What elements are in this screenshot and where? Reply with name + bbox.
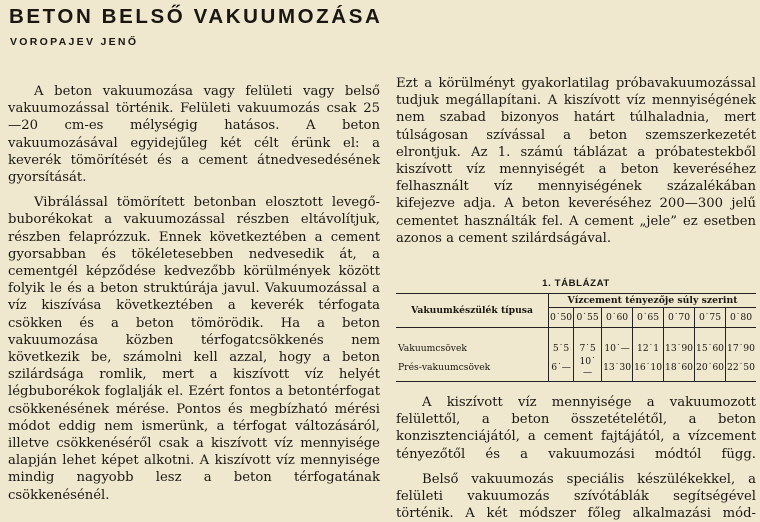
table-cell-type: Prés-vakuumcsövek xyxy=(396,355,549,382)
table-cell: 22˙50 xyxy=(726,355,756,382)
paragraph: A beton vakuumozása vagy felületi vagy belső vakuumozással történik. Felületi vakuumozás csak 25—20 cm-es mélységig hatásos. A beton vakuumozásával egyidejűleg két célt érünk el: a keverék tömörítését és a cement átnedvesedésének gyorsítását. xyxy=(8,84,380,186)
table-cell: 10˙— xyxy=(602,328,633,356)
table-header-ratio: 0˙60 xyxy=(602,308,633,328)
table-cell: 5˙5 xyxy=(549,328,574,356)
article-title: BETON BELSŐ VAKUUMOZÁSA xyxy=(9,5,383,28)
table-cell: 7˙5 xyxy=(574,328,602,356)
table-cell: 16˙10 xyxy=(633,355,664,382)
table-header-ratio: 0˙80 xyxy=(726,308,756,328)
table-row xyxy=(396,328,756,356)
table-header-ratio: 0˙70 xyxy=(664,308,695,328)
right-column-bottom xyxy=(396,394,756,522)
table-cell: 17˙90 xyxy=(727,343,755,354)
paragraph: A kiszívott víz mennyisége a vakuumozott felülettől, a beton összetételétől, a beton konzisztenciájától, a cement fajtájától, a vízcement tényezőtől és a vakuumozási módtól függ. xyxy=(396,395,756,462)
table-cell: 15˙60 xyxy=(695,328,726,356)
table-row xyxy=(396,355,756,382)
table-cell: 20˙60 xyxy=(695,355,726,382)
table-header-ratio: 0˙75 xyxy=(695,308,726,328)
table-cell: 13˙90 xyxy=(664,328,695,356)
right-column-top xyxy=(396,75,756,247)
paragraph: Vibrálással tömörített betonban elosztott levegő-buborékokat a vakuumozással részben eltávolítjuk, részben felaprózzuk. Ennek következtében a cement gyorsabban és tökéletesebben nedvesedik át, a cementgél képződése kedvezőbb körülmények között folyik le és a beton struktúrája javul. Vakuumozással a víz kiszívása következtében a keverék térfogata csökken és a beton tömörödik. Ha a beton vakuumozása közben térfogatcsökkenés nem következik be, számolni kell azzal, hogy a beton szilárdsága romlik, mert a kiszívott víz helyét légbuborékok foglalják el. Ezért fontos a betontérfogat csökkenésének mérése. Pontos és megbízható mérési módot eddig nem ismerünk, a térfogat változásáról, illetve csökkenéséről csak a kiszívott víz mennyisége alapján lehet képet alkotni. A kiszívott víz mennyisége mindig nagyobb lesz a beton térfogatának csökkenésénél. xyxy=(8,195,380,503)
data-table xyxy=(396,293,756,382)
table-cell: 18˙60 xyxy=(664,355,695,382)
author-name: VOROPAJEV JENŐ xyxy=(10,36,139,48)
table-cell: 10˙— xyxy=(574,355,602,382)
table-title: 1. TÁBLÁZAT xyxy=(542,278,610,289)
table-cell-type: Vakuumcsövek xyxy=(396,328,549,356)
left-column xyxy=(8,83,380,504)
table-cell: 6˙— xyxy=(549,355,574,382)
table-cell: 13˙30 xyxy=(602,355,633,382)
table-header-type: Vakuumkészülék típusa xyxy=(396,294,549,328)
table-header-ratio: 0˙65 xyxy=(633,308,664,328)
table-cell: 12˙1 xyxy=(633,328,664,356)
paragraph: Ezt a körülményt gyakorlatilag próbavakuumozással tudjuk megállapítani. A kiszívott víz mennyiségének nem szabad bizonyos határt túlhaladnia, mert túlságosan szívással a beton szemszerkezetét elrontjuk. Az 1. számú táblázat a próbatestekből kiszívott víz mennyiségét a beton keveréséhez felhasznált víz mennyiségének százalékában kifejezve adja. A beton keveréséhez 200—300 jelű cementet használták fel. A cement „jele” ez esetben azonos a cement szilárdságával. xyxy=(396,76,756,246)
paragraph: Belső vakuumozás speciális készülékekkel, a felületi vakuumozás szívótáblák segítségével történik. A két módszer főleg alkalmazási mód- xyxy=(396,471,756,522)
table-header-ratio: 0˙50 xyxy=(549,308,574,328)
table-header-group: Vízcement tényezője súly szerint xyxy=(549,294,757,308)
table-header-ratio: 0˙55 xyxy=(574,308,602,328)
